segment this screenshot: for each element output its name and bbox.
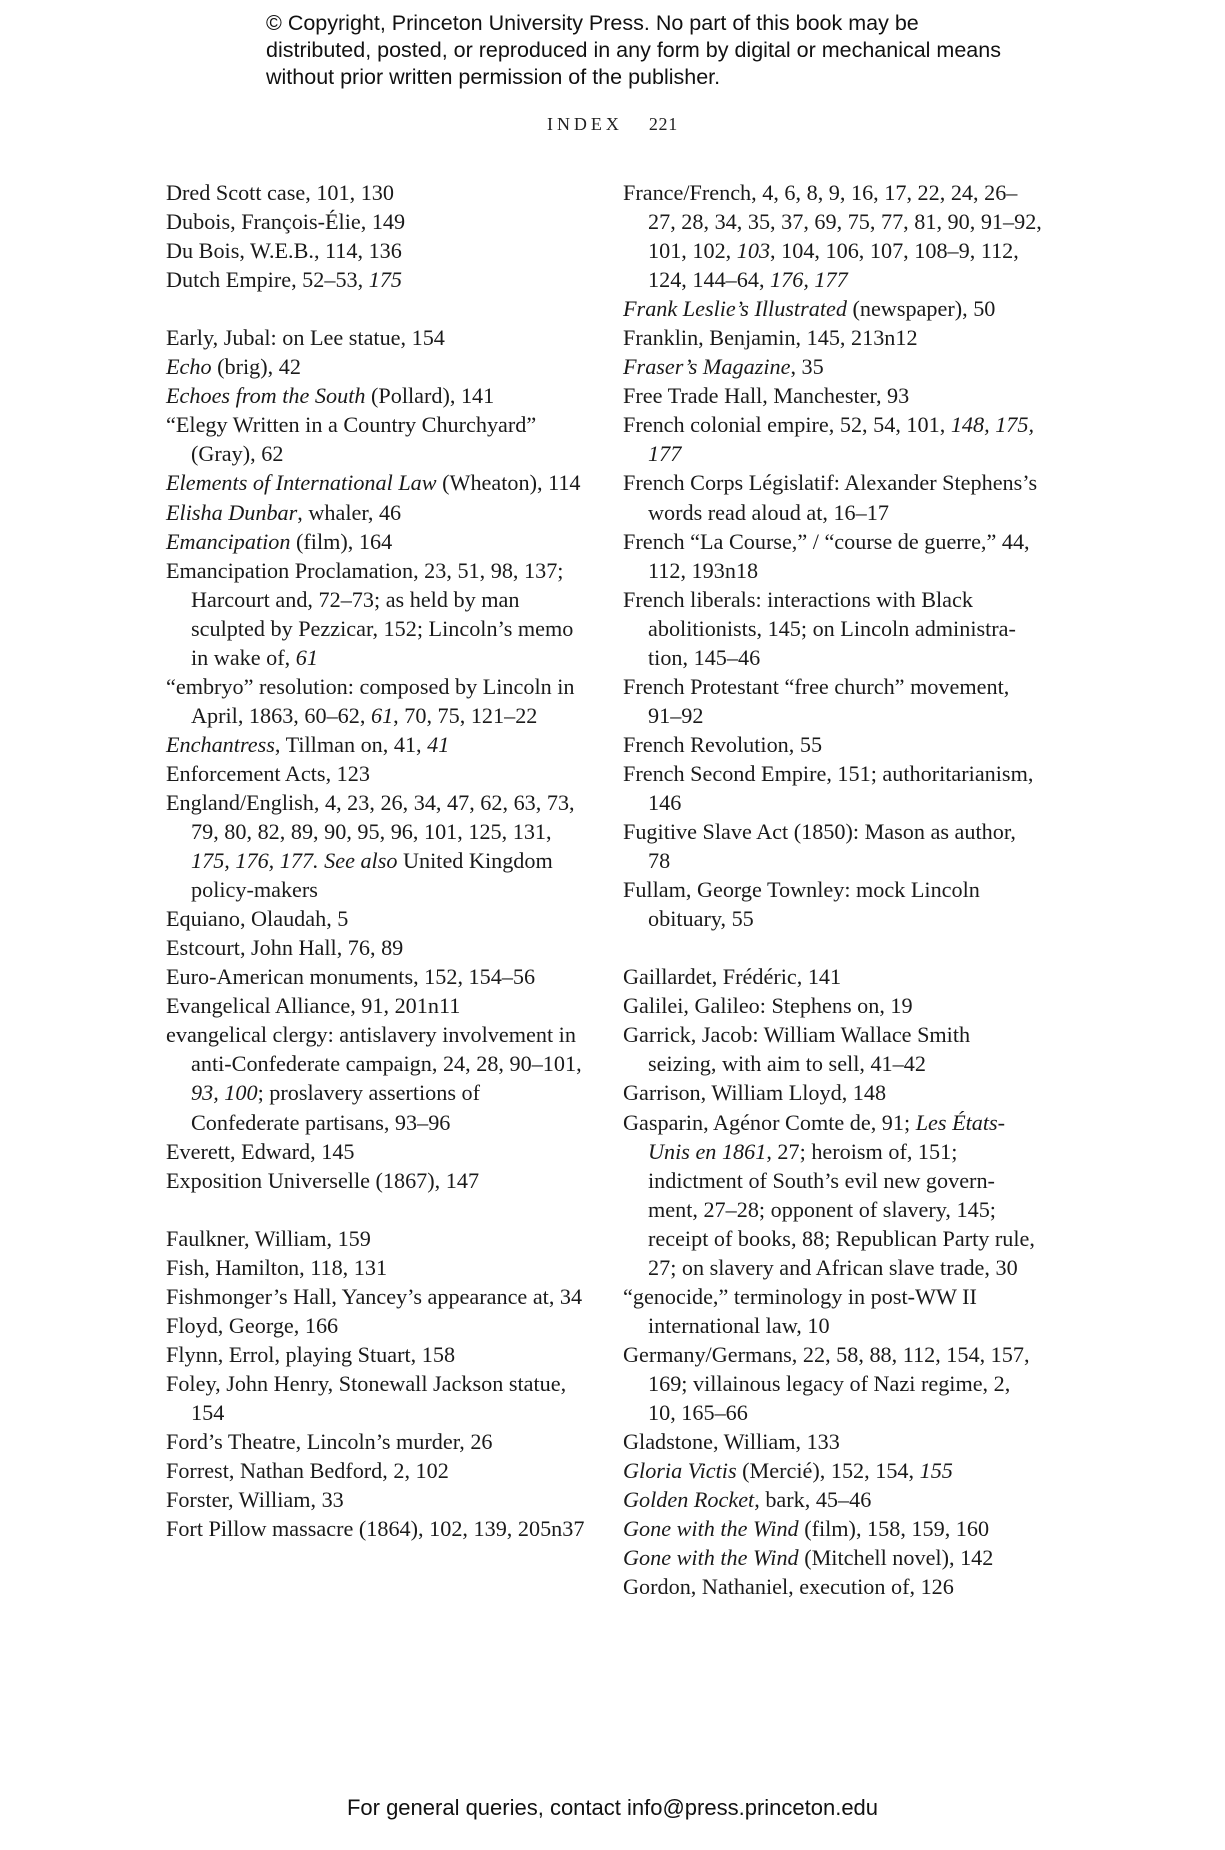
index-entry	[166, 236, 586, 265]
index-entry	[166, 498, 586, 527]
running-head-label: INDEX	[547, 114, 623, 134]
text-segment: Exposition Universelle (1867), 147	[166, 1167, 480, 1193]
text-segment: Du Bois, W.E.B., 114, 136	[166, 238, 402, 264]
text-segment: “Elegy Written in a Country Churchyard” (Gray), 62	[166, 412, 537, 467]
index-entry	[623, 381, 1043, 410]
copyright-notice: © Copyright, Princeton University Press. No part of this book may be distributed, posted, or reproduced in any form by digital or mechanical means without prior written permission of the publisher.	[266, 11, 1001, 89]
index-entry	[166, 381, 586, 410]
index-entry	[166, 672, 586, 730]
index-entry	[623, 730, 1043, 759]
text-segment: Floyd, George, 166	[166, 1312, 339, 1338]
index-entry	[166, 991, 586, 1020]
italic-segment: 61	[295, 644, 318, 670]
index-entry	[166, 1340, 586, 1369]
text-segment: Evangelical Alliance, 91, 201n11	[166, 993, 461, 1019]
index-entry	[166, 1166, 586, 1195]
text-segment: (Mitchell novel), 142	[798, 1545, 994, 1571]
index-entry	[166, 1514, 586, 1543]
index-entry	[166, 1020, 586, 1136]
index-entry	[166, 1253, 586, 1282]
index-entry	[166, 962, 586, 991]
index-column-left	[166, 178, 586, 1543]
text-segment: , 35	[790, 354, 824, 380]
index-entry	[623, 585, 1043, 672]
letter-group-gap	[623, 933, 1043, 962]
text-segment: (brig), 42	[211, 354, 301, 380]
text-segment: Galilei, Galileo: Stephens on, 19	[623, 993, 913, 1019]
index-entry	[166, 1137, 586, 1166]
index-entry	[623, 1427, 1043, 1456]
index-entry	[166, 207, 586, 236]
index-entry	[623, 672, 1043, 730]
text-segment: Franklin, Benjamin, 145, 213n12	[623, 325, 918, 351]
italic-segment: 175, 176, 177. See also	[191, 848, 398, 874]
text-segment: (film), 158, 159, 160	[798, 1516, 990, 1542]
text-segment: Gaillardet, Frédéric, 141	[623, 964, 842, 990]
text-segment: Forrest, Nathan Bedford, 2, 102	[166, 1458, 449, 1484]
index-entry	[166, 1427, 586, 1456]
index-entry	[166, 352, 586, 381]
index-entry	[166, 1282, 586, 1311]
italic-segment: Gone with the Wind	[623, 1545, 799, 1571]
index-entry	[623, 1514, 1043, 1543]
index-entry	[166, 1224, 586, 1253]
italic-segment: Elements of International Law	[166, 470, 437, 496]
index-entry	[166, 323, 586, 352]
text-segment: , 104, 106, 107, 108–9, 112, 124, 144–64,	[648, 238, 1019, 293]
italic-segment: Gloria Victis	[623, 1458, 737, 1484]
index-entry	[166, 933, 586, 962]
text-segment: (Pollard), 141	[365, 383, 495, 409]
text-segment: Early, Jubal: on Lee statue, 154	[166, 325, 445, 351]
index-entry	[166, 265, 586, 294]
index-entry	[166, 556, 586, 672]
index-entry	[623, 1108, 1043, 1282]
italic-segment: 176, 177	[770, 267, 848, 293]
text-segment: Enforcement Acts, 123	[166, 760, 370, 786]
index-entry	[166, 788, 586, 904]
text-segment: Forster, William, 33	[166, 1487, 344, 1513]
text-segment: , Tillman on, 41,	[274, 731, 428, 757]
text-segment: Garrison, William Lloyd, 148	[623, 1080, 887, 1106]
text-segment: , whaler, 46	[297, 499, 402, 525]
text-segment: Flynn, Errol, playing Stuart, 158	[166, 1341, 456, 1367]
index-entry	[623, 759, 1043, 817]
index-entry	[623, 323, 1043, 352]
text-segment: French liberals: interactions with Black abolitionists, 145; on Lincoln administra-tion, 145–46	[623, 586, 1016, 670]
index-entry	[166, 468, 586, 497]
italic-segment: Gone with the Wind	[623, 1516, 799, 1542]
text-segment: Fullam, George Townley: mock Lincoln obituary, 55	[623, 877, 980, 932]
text-segment: French colonial empire, 52, 54, 101,	[623, 412, 951, 438]
text-segment: , bark, 45–46	[754, 1487, 872, 1513]
index-entry	[166, 1456, 586, 1485]
text-segment: (Mercié), 152, 154,	[736, 1458, 920, 1484]
text-segment: Gladstone, William, 133	[623, 1429, 840, 1455]
index-entry	[623, 1543, 1043, 1572]
index-entry	[623, 527, 1043, 585]
italic-segment: 41	[427, 731, 450, 757]
index-entry	[623, 962, 1043, 991]
text-segment: Estcourt, John Hall, 76, 89	[166, 935, 404, 961]
text-segment: ; proslavery assertions of Confederate partisans, 93–96	[191, 1080, 481, 1135]
italic-segment: Golden Rocket	[623, 1487, 755, 1513]
text-segment: (film), 164	[290, 528, 393, 554]
index-entry	[623, 410, 1043, 468]
index-entry	[166, 1311, 586, 1340]
italic-segment: Frank Leslie’s Illustrated	[623, 296, 847, 322]
index-entry	[623, 1456, 1043, 1485]
index-entry	[166, 410, 586, 468]
index-entry	[623, 1078, 1043, 1107]
text-segment: (Wheaton), 114	[436, 470, 581, 496]
letter-group-gap	[166, 294, 586, 323]
text-segment: Gasparin, Agénor Comte de, 91;	[623, 1109, 916, 1135]
index-entry	[623, 468, 1043, 526]
text-segment: Gordon, Nathaniel, execution of, 126	[623, 1574, 954, 1600]
italic-segment: 103	[736, 238, 771, 264]
index-entry	[623, 991, 1043, 1020]
running-head	[0, 114, 1225, 135]
italic-segment: Emancipation	[166, 528, 291, 554]
index-entry	[623, 352, 1043, 381]
text-segment: Dutch Empire, 52–53,	[166, 267, 369, 293]
index-entry	[623, 1572, 1043, 1601]
text-segment: French “La Course,” / “course de guerre,” 44, 112, 193n18	[623, 528, 1030, 583]
text-segment: “embryo” resolution: composed by Lincoln in April, 1863, 60–62,	[166, 673, 575, 728]
italic-segment: 93, 100	[191, 1080, 258, 1106]
index-entry	[623, 178, 1043, 294]
text-segment: French Second Empire, 151; authoritarianism, 146	[623, 760, 1034, 815]
text-segment: French Revolution, 55	[623, 731, 823, 757]
text-segment: England/English, 4, 23, 26, 34, 47, 62, 63, 73, 79, 80, 82, 89, 90, 95, 96, 101, 125, 131,	[166, 789, 575, 845]
text-segment: Fort Pillow massacre (1864), 102, 139, 205n37	[166, 1516, 585, 1542]
text-segment: French Protestant “free church” movement, 91–92	[623, 673, 1010, 728]
text-segment: Dred Scott case, 101, 130	[166, 180, 394, 205]
italic-segment: Les États-Unis en 1861	[648, 1109, 1006, 1164]
text-segment: Emancipation Proclamation, 23, 51, 98, 137; Harcourt and, 72–73; as held by man sculpted by Pezzicar, 152; Lincoln’s memo in wake of,	[166, 557, 574, 670]
text-segment: Foley, John Henry, Stonewall Jackson statue, 154	[166, 1370, 567, 1425]
index-entry	[166, 730, 586, 759]
index-entry	[166, 527, 586, 556]
italic-segment: 61	[370, 702, 394, 728]
text-segment: Euro-American monuments, 152, 154–56	[166, 964, 536, 990]
index-entry	[166, 904, 586, 933]
index-entry	[623, 875, 1043, 933]
page-number: 221	[648, 114, 678, 134]
text-segment: , 70, 75, 121–22	[393, 702, 538, 728]
text-segment: Ford’s Theatre, Lincoln’s murder, 26	[166, 1429, 493, 1455]
index-entry	[166, 1369, 586, 1427]
text-segment: Germany/Germans, 22, 58, 88, 112, 154, 157, 169; villainous legacy of Nazi regime, 2, 10, 165–66	[623, 1341, 1030, 1425]
text-segment: Fugitive Slave Act (1850): Mason as author, 78	[623, 819, 1016, 874]
index-entry	[623, 1020, 1043, 1078]
italic-segment: 155	[919, 1458, 953, 1484]
text-segment: (newspaper), 50	[846, 296, 996, 322]
index-entry	[623, 1485, 1043, 1514]
text-segment: “genocide,” terminology in post-WW II international law, 10	[623, 1283, 977, 1338]
text-segment: Fish, Hamilton, 118, 131	[166, 1254, 388, 1280]
letter-group-gap	[166, 1195, 586, 1224]
index-entry	[166, 178, 586, 207]
footer-contact: For general queries, contact info@press.princeton.edu	[346, 1795, 879, 1820]
text-segment: Dubois, François-Élie, 149	[166, 209, 406, 235]
text-segment: Garrick, Jacob: William Wallace Smith seizing, with aim to sell, 41–42	[623, 1022, 971, 1077]
text-segment: evangelical clergy: antislavery involvement in anti-Confederate campaign, 24, 28, 90–101,	[166, 1022, 582, 1077]
text-segment: Equiano, Olaudah, 5	[166, 906, 349, 932]
index-entry	[623, 1282, 1043, 1340]
index-column-right	[623, 178, 1043, 1601]
index-entry	[166, 759, 586, 788]
text-segment: , 27; heroism of, 151; indictment of South’s evil new govern-ment, 27–28; opponent of slavery, 145; receipt of books, 88; Republican Party rule, 27; on slavery and African slave trade, 30	[648, 1138, 1035, 1280]
italic-segment: Enchantress	[166, 731, 275, 757]
italic-segment: 175	[368, 267, 403, 293]
text-segment: Fishmonger’s Hall, Yancey’s appearance at, 34	[166, 1283, 583, 1309]
index-entry	[623, 1340, 1043, 1427]
italic-segment: Echo	[166, 354, 212, 380]
index-entry	[623, 817, 1043, 875]
index-entry	[166, 1485, 586, 1514]
text-segment: Faulkner, William, 159	[166, 1225, 371, 1251]
text-segment: France/French, 4, 6, 8, 9, 16, 17, 22, 24, 26–27, 28, 34, 35, 37, 69, 75, 77, 81, 90, 91–92, 101, 102,	[623, 180, 1042, 264]
text-segment: French Corps Législatif: Alexander Stephens’s words read aloud at, 16–17	[623, 470, 1038, 525]
italic-segment: Elisha Dunbar	[166, 499, 298, 525]
italic-segment: Fraser’s Magazine	[623, 354, 791, 380]
text-segment: United Kingdom policy-makers	[191, 848, 553, 903]
text-segment: Free Trade Hall, Manchester, 93	[623, 383, 910, 409]
italic-segment: Echoes from the South	[166, 383, 366, 409]
italic-segment: 148, 175, 177	[648, 412, 1035, 467]
index-entry	[623, 294, 1043, 323]
text-segment: Everett, Edward, 145	[166, 1138, 355, 1164]
